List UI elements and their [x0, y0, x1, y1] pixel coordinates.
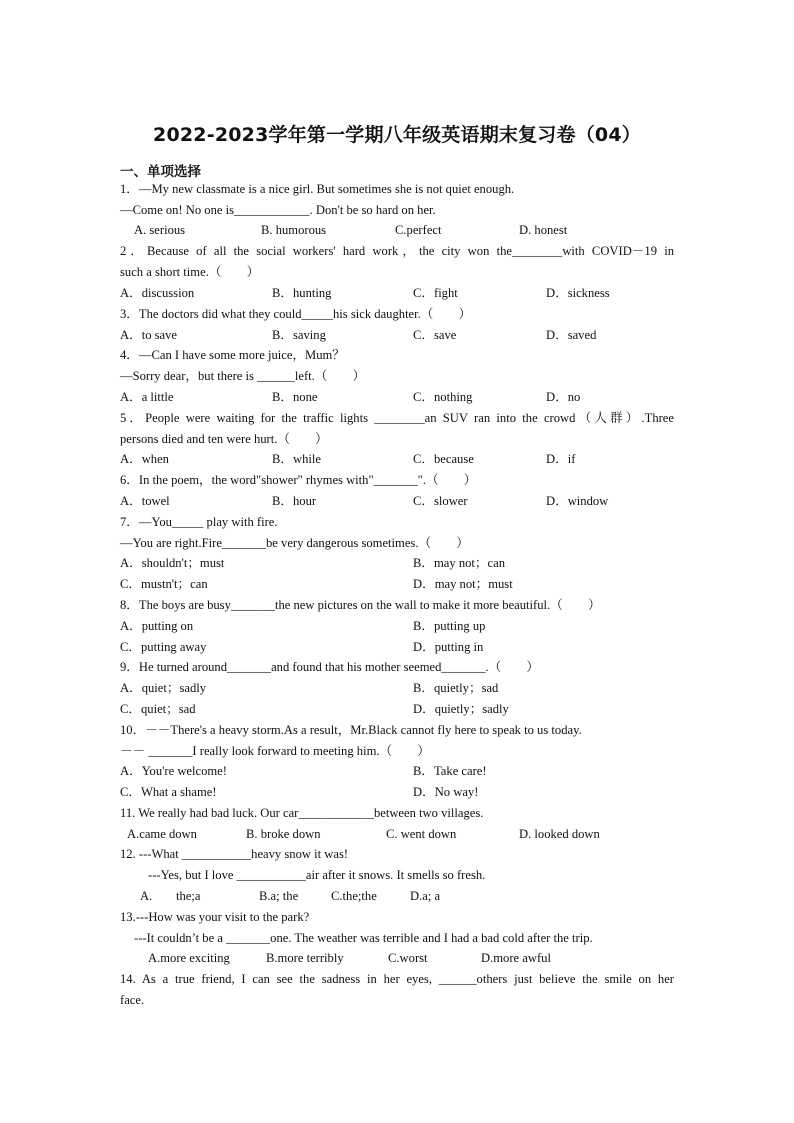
option-d: D．quietly；sadly [413, 702, 509, 716]
option-a: A. serious [134, 223, 186, 237]
option-c: C．because [413, 452, 474, 466]
option-a: A．when [120, 452, 169, 466]
option-c: C．slower [413, 494, 468, 508]
option-b: B. broke down [246, 827, 321, 841]
option-d: D．if [546, 452, 576, 466]
option-d: D．sickness [546, 286, 610, 300]
option-a: A．towel [120, 494, 170, 508]
option-b: B. humorous [261, 223, 327, 237]
option-b: B．quietly；sad [413, 681, 499, 695]
option-c: C．mustn't；can [120, 577, 208, 591]
option-b: B．putting up [413, 619, 486, 633]
question-6-stem: 6．In the poem，the word"shower" rhymes with"_______".（ ） [120, 473, 477, 487]
section-heading: 一、单项选择 [120, 164, 201, 180]
option-a: A．You're welcome! [120, 764, 227, 778]
option-d: D．No way! [413, 785, 479, 799]
option-d: D．window [546, 494, 609, 508]
option-c: C．nothing [413, 390, 473, 404]
option-c: C.perfect [395, 223, 442, 237]
question-10-stem: 10．－－There's a heavy storm.As a result，Mr.Black cannot fly here to speak to us today. [120, 723, 582, 737]
option-c: C．What a shame! [120, 785, 217, 799]
option-b: B．hour [272, 494, 317, 508]
option-c: C．save [413, 328, 457, 342]
option-c: C．quiet；sad [120, 702, 196, 716]
question-4-reply: —Sorry dear，but there is ______left.（ ） [120, 369, 366, 383]
question-1-stem: 1．—My new classmate is a nice girl. But sometimes she is not quiet enough. [120, 182, 515, 196]
option-b: B.a; the [259, 889, 299, 903]
option-c: C.worst [388, 951, 428, 965]
option-b: B．Take care! [413, 764, 487, 778]
option-a: A．a little [120, 390, 174, 404]
option-d: D.more awful [481, 951, 551, 965]
option-a: A．putting on [120, 619, 194, 633]
question-9-stem: 9．He turned around_______and found that his mother seemed_______.（ ） [120, 660, 540, 674]
option-a: the;a [176, 889, 201, 903]
option-a: A．shouldn't；must [120, 556, 225, 570]
page-title: 2022-2023学年第一学期八年级英语期末复习卷（04） [153, 124, 641, 146]
option-c: C.the;the [331, 889, 377, 903]
option-a-letter: A. [140, 889, 153, 903]
question-12-reply: ---Yes, but I love ___________air after it snows. It smells so fresh. [148, 868, 486, 882]
question-8-stem: 8．The boys are busy_______the new pictures on the wall to make it more beautiful.（ ） [120, 598, 601, 612]
question-5-stem: 5．People were waiting for the traffic lights ________an SUV ran into the crowd（人群）.Three [120, 411, 674, 425]
option-d: D. looked down [519, 827, 600, 841]
question-2-stem: 2．Because of all the social workers' hard work，the city won the________with COVID－19 in [120, 244, 674, 258]
option-b: B.more terribly [266, 951, 344, 965]
question-10-reply: －－ _______I really look forward to meeting him.（ ） [120, 744, 430, 758]
question-3-stem: 3．The doctors did what they could_____his sick daughter.（ ） [120, 307, 472, 321]
option-b: B．hunting [272, 286, 332, 300]
option-c: C．fight [413, 286, 458, 300]
option-a: A．to save [120, 328, 178, 342]
question-12-stem: 12. ---What ___________heavy snow it was! [120, 847, 349, 861]
question-7-stem: 7．—You_____ play with fire. [120, 515, 278, 529]
option-d: D.a; a [410, 889, 441, 903]
option-d: D．no [546, 390, 581, 404]
question-4-stem: 4．—Can I have some more juice，Mum？ [120, 348, 345, 362]
question-5-stem-cont: persons died and ten were hurt.（ ） [120, 432, 328, 446]
question-13-reply: ---It couldn’t be a _______one. The weather was terrible and I had a bad cold after the trip. [134, 931, 593, 945]
question-14-stem: 14. As a true friend, I can see the sadness in her eyes, ______others just believe the smile on her [120, 972, 674, 986]
option-b: B．while [272, 452, 321, 466]
question-11-stem: 11. We really had bad luck. Our car____________between two villages. [120, 806, 484, 820]
option-c: C．putting away [120, 640, 207, 654]
question-1-reply: —Come on! No one is____________. Don't be so hard on her. [120, 203, 436, 217]
option-a: A.came down [127, 827, 197, 841]
question-14-stem-cont: face. [120, 993, 145, 1007]
option-b: B．none [272, 390, 318, 404]
question-13-stem: 13.---How was your visit to the park? [120, 910, 310, 924]
option-b: B．may not；can [413, 556, 505, 570]
option-a: A.more exciting [148, 951, 230, 965]
question-2-stem-cont: such a short time.（ ） [120, 265, 260, 279]
question-7-reply: —You are right.Fire_______be very dangerous sometimes.（ ） [120, 536, 469, 550]
option-a: A．discussion [120, 286, 195, 300]
option-d: D．saved [546, 328, 597, 342]
option-c: C. went down [386, 827, 457, 841]
option-d: D. honest [519, 223, 568, 237]
option-a: A．quiet；sadly [120, 681, 207, 695]
option-d: D．may not；must [413, 577, 513, 591]
option-b: B．saving [272, 328, 326, 342]
option-d: D．putting in [413, 640, 484, 654]
